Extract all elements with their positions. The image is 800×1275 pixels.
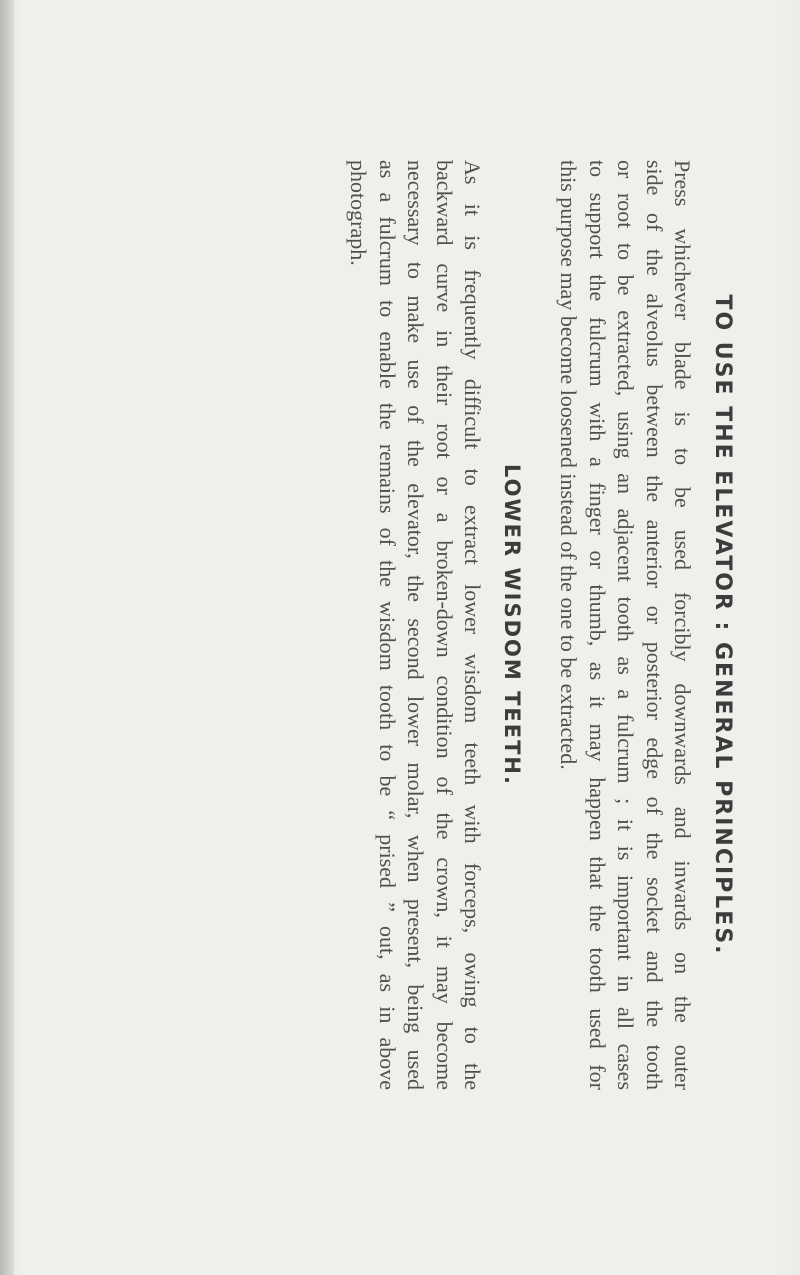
text-content <box>188 160 748 1090</box>
section-title: LOWER WISDOM TEETH. <box>499 464 524 786</box>
page-title: TO USE THE ELEVATOR : GENERAL PRINCIPLES. <box>710 294 735 956</box>
paragraph-line: backward curve in their root or a broken-down condition of the crown, it may become <box>431 160 457 1090</box>
paragraph-line: As it is frequently difficult to extract lower wisdom teeth with forceps, owing to the <box>459 160 485 1090</box>
wisdom-teeth-paragraph <box>344 160 486 1090</box>
paragraph-line: necessary to make use of the elevator, the second lower molar, when present, being used <box>403 160 429 1090</box>
paragraph-line: photograph. <box>346 160 372 266</box>
rotated-text-block <box>188 160 748 1090</box>
paragraph-line: as a fulcrum to enable the remains of the wisdom tooth to be “ prised ” out, as in above <box>374 160 400 1090</box>
paragraph-line: Press whichever blade is to be used forcibly downwards and inwards on the outer <box>670 160 695 1090</box>
paragraph-line: or root to be extracted, using an adjacent tooth as a fulcrum ; it is important in all cases <box>613 160 639 1090</box>
intro-paragraph <box>554 160 696 1090</box>
paragraph-line: to support the fulcrum with a finger or thumb, as it may happen that the tooth used for <box>584 160 610 1090</box>
paragraph-line: this purpose may become loosened instead of the one to be extracted. <box>556 160 582 770</box>
page-binding-edge <box>0 0 14 1275</box>
paragraph-line: side of the alveolus between the anterior or posterior edge of the socket and the tooth <box>641 160 667 1090</box>
